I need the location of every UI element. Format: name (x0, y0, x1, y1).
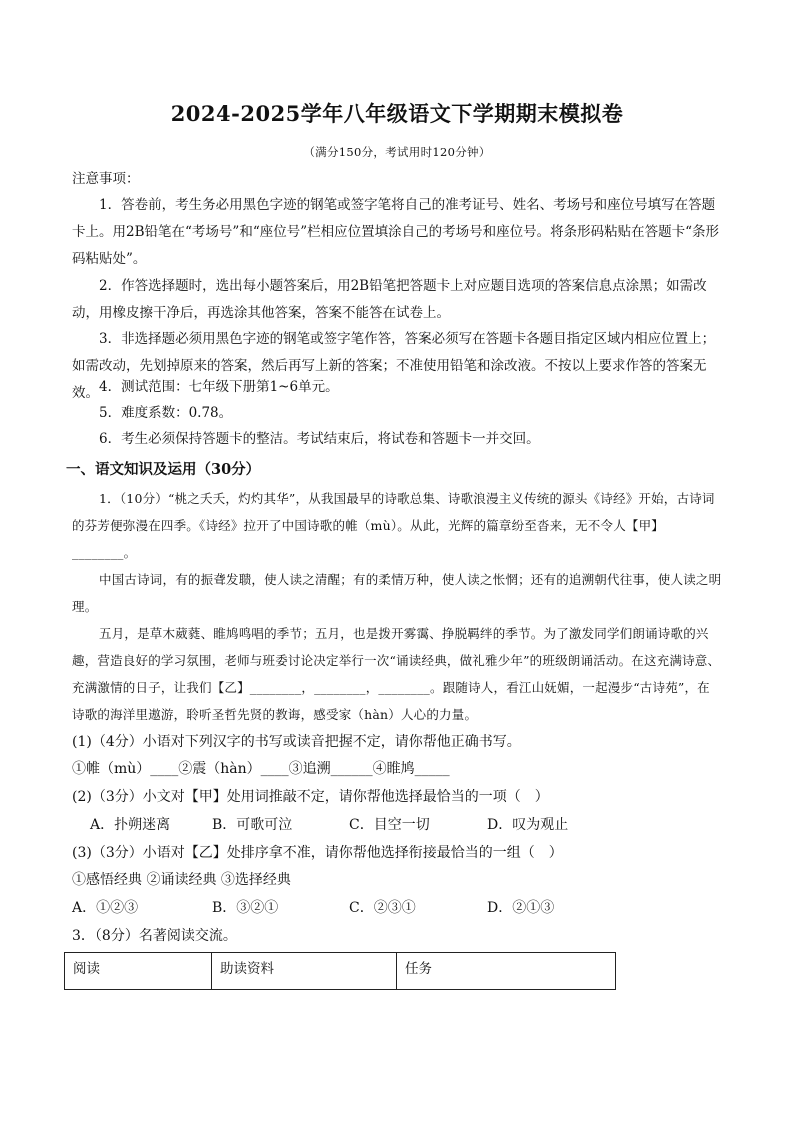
subquestion-3: (3)（3分）小语对【乙】处排序拿不准，请你帮他选择衔接最恰当的一组（ ） (72, 845, 563, 861)
exam-subtitle: （满分150分，考试用时120分钟） (303, 145, 491, 159)
notice-heading: 注意事项： (72, 171, 140, 187)
table-header-cell: 助读资料 (212, 953, 397, 990)
question-1-passage: 中国古诗词，有的振聋发聩，使人读之清醒；有的柔情万种，使人读之怅惘；还有的追溯朝代往事，使人读之明理。 (72, 572, 722, 614)
option-b: B．可歌可泣 (212, 817, 293, 833)
option-b: B．③②① (212, 900, 279, 916)
option-c: C．目空一切 (349, 817, 430, 833)
notice-item: 6．考生必须保持答题卡的整洁。考试结束后，将试卷和答题卡一并交回。 (99, 431, 540, 447)
question-3: 3．（8分）名著阅读交流。 (72, 928, 237, 944)
notice-item: 1．答卷前，考生务必用黑色字迹的钢笔或签字笔将自己的准考证号、姓名、考场号和座位号填写在答题卡上。用2B铅笔在“考场号”和“座位号”栏相应位置填涂自己的考场号和座位号。将条形码粘贴在答题卡“条形码粘贴处”。 (72, 197, 720, 267)
section-heading: 一、语文知识及运用（30分） (66, 461, 261, 478)
table-row (65, 953, 616, 990)
table-header-cell: 阅读 (65, 953, 212, 990)
notice-item: 3．非选择题必须用黑色字迹的钢笔或签字笔作答，答案必须写在答题卡各题目指定区域内相应位置上；如需改动，先划掉原来的答案，然后再写上新的答案；不准使用铅笔和涂改液。不按以上要求作答的答案无效。 (72, 331, 716, 401)
option-a: A．扑朔迷离 (90, 817, 171, 833)
subquestion-2: (2)（3分）小文对【甲】处用词推敲不定，请你帮他选择最恰当的一项（ ） (72, 789, 549, 805)
option-c: C．②③① (349, 900, 416, 916)
table-header-cell: 任务 (397, 953, 616, 990)
subquestion-1: (1)（4分）小语对下列汉字的书写或读音把握不定，请你帮他正确书写。 (72, 734, 521, 750)
option-d: D．②①③ (487, 900, 555, 916)
notice-item: 5．难度系数：0.78。 (99, 405, 233, 421)
notice-item: 4．测试范围：七年级下册第1~6单元。 (99, 379, 339, 395)
reading-task-table (64, 952, 616, 990)
question-1-passage: 1．（10分）“桃之夭夭，灼灼其华”，从我国最早的诗歌总集、诗歌浪漫主义传统的源头《诗经》开始，古诗词的芬芳便弥漫在四季。《诗经》拉开了中国诗歌的帷（mù）。从此，光辉的篇章纷至沓来，无不令人【甲】________。 (72, 491, 715, 560)
page-title: 2024-2025学年八年级语文下学期期末模拟卷 (170, 101, 624, 126)
option-d: D．叹为观止 (487, 817, 569, 833)
option-a: A．①②③ (72, 900, 139, 916)
question-1-passage: 五月，是草木葳蕤、睢鸠鸣唱的季节；五月，也是拨开雾霭、挣脱羁绊的季节。为了激发同学们朗诵诗歌的兴趣，营造良好的学习氛围，老师与班委讨论决定举行一次“诵读经典，做礼雅少年”的班级朗诵活动。在这充满诗意、充满激情的日子，让我们【乙】________，________，________。跟随诗人，看江山妩媚，一起漫步“古诗苑”，在诗歌的海洋里遨游，聆听圣哲先贤的教诲，感受家（hàn）人心的力量。 (72, 626, 721, 722)
notice-item: 2．作答选择题时，选出每小题答案后，用2B铅笔把答题卡上对应题目选项的答案信息点涂黑；如需改动，用橡皮擦干净后，再选涂其他答案，答案不能答在试卷上。 (72, 278, 707, 321)
subquestion-3-items: ①感悟经典 ②诵读经典 ③选择经典 (72, 872, 291, 888)
subquestion-1-items: ①帷（mù）____②震（hàn）____③追溯______④睢鸠_____ (72, 761, 450, 777)
